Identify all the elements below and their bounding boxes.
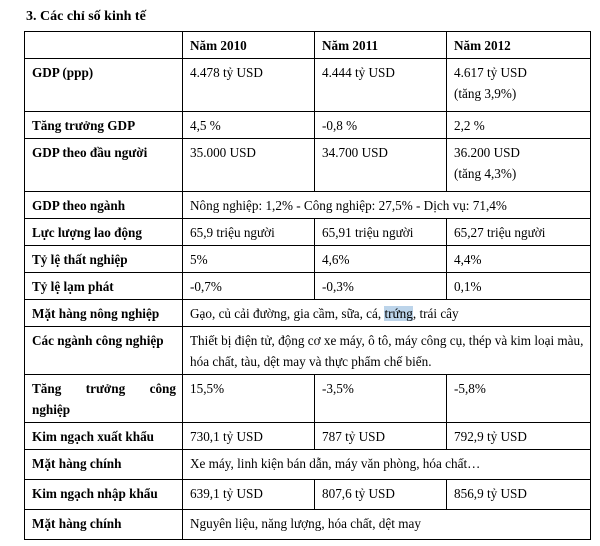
row-label-line: Tăng trưởng công: [32, 381, 176, 396]
table-row: [25, 423, 591, 450]
cell-note: (tăng 4,3%): [454, 166, 517, 181]
table-row: [25, 480, 591, 510]
cell-text: , trái cây: [412, 306, 459, 321]
row-label: Kim ngạch nhập khẩu: [25, 480, 183, 510]
table-row: [25, 273, 591, 300]
row-label: GDP theo đầu người: [25, 139, 183, 192]
table-cell: 792,9 tỷ USD: [447, 423, 591, 450]
row-label: Tỷ lệ thất nghiệp: [25, 246, 183, 273]
table-cell: -3,5%: [315, 375, 447, 423]
table-cell: 65,27 triệu người: [447, 219, 591, 246]
table-cell: 65,91 triệu người: [315, 219, 447, 246]
table-cell: 639,1 tỷ USD: [183, 480, 315, 510]
row-label: Mặt hàng chính: [25, 450, 183, 480]
table-cell: -0,7%: [183, 273, 315, 300]
cell-value: 4.617 tỷ USD: [454, 65, 527, 80]
header-cell-empty: [25, 32, 183, 59]
table-cell: 4,6%: [315, 246, 447, 273]
table-cell-merged: [183, 300, 591, 327]
table-cell: 34.700 USD: [315, 139, 447, 192]
row-label: Kim ngạch xuất khẩu: [25, 423, 183, 450]
table-cell-merged: Nông nghiệp: 1,2% - Công nghiệp: 27,5% - Dịch vụ: 71,4%: [183, 192, 591, 219]
row-label: Tỷ lệ lạm phát: [25, 273, 183, 300]
row-label: Tăng trưởng GDP: [25, 112, 183, 139]
table-cell: 4.478 tỷ USD: [183, 59, 315, 112]
table-cell: 2,2 %: [447, 112, 591, 139]
table-row: [25, 327, 591, 375]
row-label: Mặt hàng nông nghiệp: [25, 300, 183, 327]
table-cell: -0,8 %: [315, 112, 447, 139]
table-cell-merged: Nguyên liệu, năng lượng, hóa chất, dệt may: [183, 510, 591, 540]
cell-note: (tăng 3,9%): [454, 86, 517, 101]
header-cell-2012: Năm 2012: [447, 32, 591, 59]
table-cell: 730,1 tỷ USD: [183, 423, 315, 450]
table-row: [25, 510, 591, 540]
table-cell: -0,3%: [315, 273, 447, 300]
table-cell: 4,4%: [447, 246, 591, 273]
table-row: [25, 450, 591, 480]
section-heading: 3. Các chỉ số kinh tế: [26, 9, 146, 24]
table-row: [25, 59, 591, 112]
table-row: [25, 139, 591, 192]
table-row: [25, 375, 591, 423]
table-row: [25, 192, 591, 219]
table-cell-merged: Xe máy, linh kiện bán dẫn, máy văn phòng, hóa chất…: [183, 450, 591, 480]
row-label-line: nghiệp: [32, 402, 71, 417]
table-cell: 15,5%: [183, 375, 315, 423]
row-label: Mặt hàng chính: [25, 510, 183, 540]
cell-value: 36.200 USD: [454, 145, 520, 160]
row-label: GDP theo ngành: [25, 192, 183, 219]
table-row: [25, 246, 591, 273]
table-cell: 0,1%: [447, 273, 591, 300]
table-cell: 856,9 tỷ USD: [447, 480, 591, 510]
table-cell: -5,8%: [447, 375, 591, 423]
row-label: GDP (ppp): [25, 59, 183, 112]
table-row: [25, 300, 591, 327]
table-cell: [447, 139, 591, 192]
highlighted-text: trứng: [384, 306, 413, 321]
table-cell: 4,5 %: [183, 112, 315, 139]
table-cell: 65,9 triệu người: [183, 219, 315, 246]
header-cell-2011: Năm 2011: [315, 32, 447, 59]
cell-text: Gạo, củ cải đường, gia cầm, sữa, cá,: [190, 306, 385, 321]
header-cell-2010: Năm 2010: [183, 32, 315, 59]
table-cell: 5%: [183, 246, 315, 273]
table-cell: 4.444 tỷ USD: [315, 59, 447, 112]
table-cell: 35.000 USD: [183, 139, 315, 192]
table-cell: [447, 59, 591, 112]
table-cell-merged: Thiết bị điện tử, động cơ xe máy, ô tô, máy công cụ, thép và kim loại màu, hóa chất, tàu, dệt may và thực phẩm chế biến.: [183, 327, 591, 375]
row-label: Lực lượng lao động: [25, 219, 183, 246]
table-cell: 787 tỷ USD: [315, 423, 447, 450]
table-row: [25, 112, 591, 139]
header-row: [25, 32, 591, 59]
row-label: [25, 375, 183, 423]
table-cell: 807,6 tỷ USD: [315, 480, 447, 510]
table-row: [25, 219, 591, 246]
economic-indicators-table: [24, 31, 591, 540]
row-label: Các ngành công nghiệp: [25, 327, 183, 375]
